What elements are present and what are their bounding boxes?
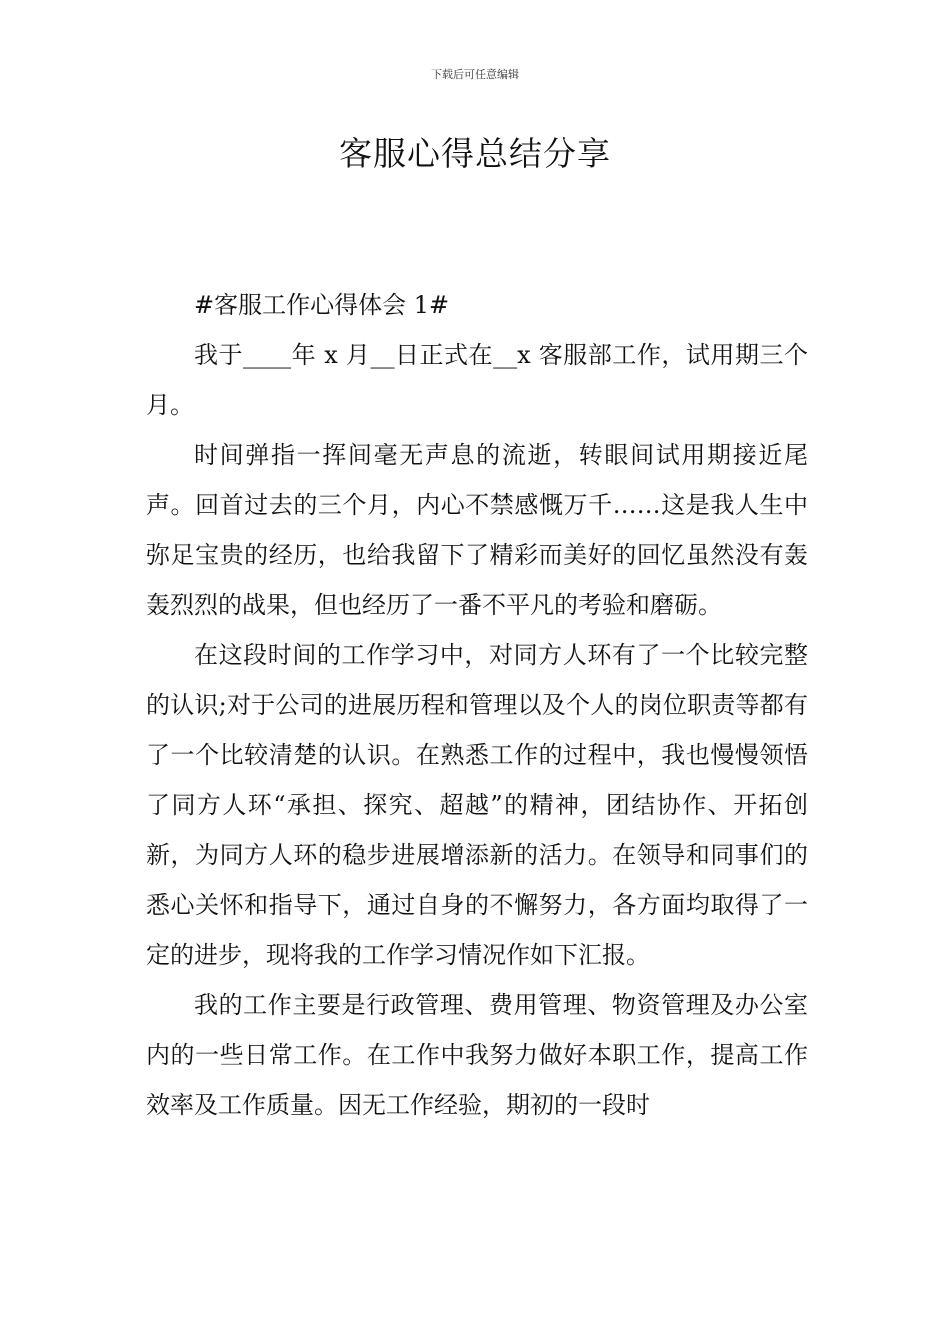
paragraph: 时间弹指一挥间毫无声息的流逝，转眼间试用期接近尾声。回首过去的三个月，内心不禁感慨万千……这是我人生中弥足宝贵的经历，也给我留下了精彩而美好的回忆虽然没有轰轰烈烈的战果，但也经历了一番不平凡的考验和磨砺。 (146, 441, 808, 619)
paragraph: 我于____年 x 月__日正式在__x 客服部工作，试用期三个月。 (146, 341, 808, 419)
header-note: 下载后可任意编辑 (431, 68, 519, 81)
document-body (146, 280, 808, 1130)
section-heading: #客服工作心得体会 1# (194, 291, 450, 319)
paragraph: 我的工作主要是行政管理、费用管理、物资管理及办公室内的一些日常工作。在工作中我努力做好本职工作，提高工作效率及工作质量。因无工作经验，期初的一段时 (146, 991, 808, 1119)
document-title: 客服心得总结分享 (339, 134, 611, 173)
paragraph: 在这段时间的工作学习中，对同方人环有了一个比较完整的认识;对于公司的进展历程和管理以及个人的岗位职责等都有了一个比较清楚的认识。在熟悉工作的过程中，我也慢慢领悟了同方人环“承担、探究、超越”的精神，团结协作、开拓创新，为同方人环的稳步进展增添新的活力。在领导和同事们的悉心关怀和指导下，通过自身的不懈努力，各方面均取得了一定的进步，现将我的工作学习情况作如下汇报。 (146, 641, 808, 969)
